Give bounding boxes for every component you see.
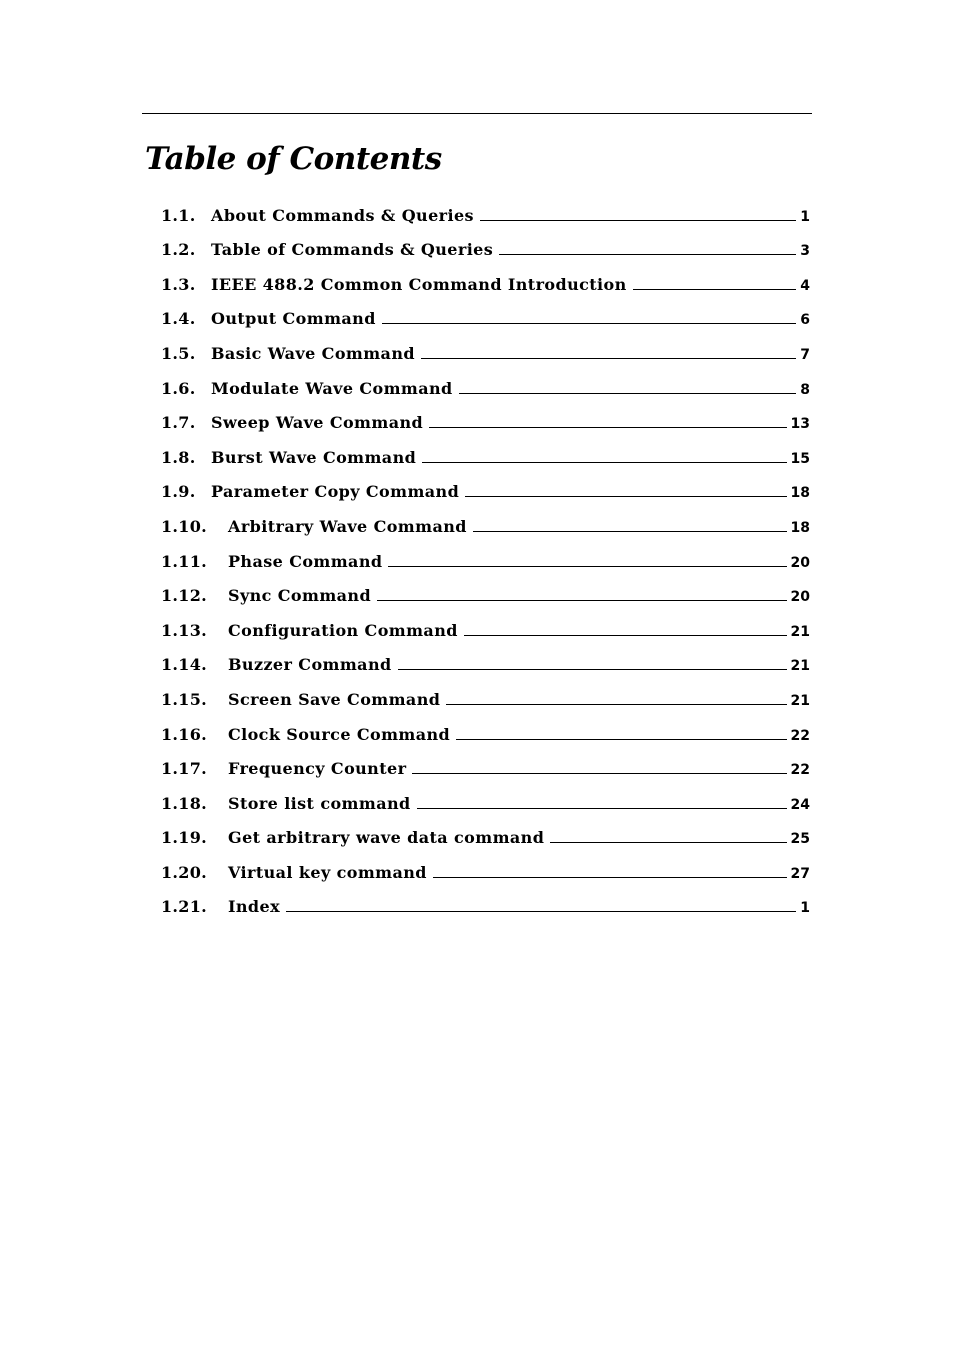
toc-entry-title: Store list command xyxy=(228,793,411,813)
toc-entry-leader xyxy=(459,393,797,394)
toc-entry-page: 7 xyxy=(800,346,810,363)
toc-entry[interactable] xyxy=(161,467,810,502)
toc-entry-leader xyxy=(446,704,786,705)
toc-entry-number: 1.11. xyxy=(161,551,208,571)
toc-entry-number: 1.16. xyxy=(161,724,208,744)
toc-entry-page: 18 xyxy=(790,485,810,502)
toc-entry-title: Arbitrary Wave Command xyxy=(228,516,467,536)
toc-title: Table of Contents xyxy=(145,141,442,177)
toc-entry-leader xyxy=(417,808,787,809)
toc-entry-leader xyxy=(499,254,796,255)
toc-entry-title: Virtual key command xyxy=(228,862,427,882)
toc-entry-number: 1.13. xyxy=(161,620,208,640)
toc-entry-number: 1.19. xyxy=(161,828,208,848)
toc-entry[interactable] xyxy=(161,640,810,675)
toc-entry-page: 15 xyxy=(790,450,810,467)
toc-entry-page: 13 xyxy=(790,416,810,433)
toc-entry-leader xyxy=(388,566,786,567)
toc-entry-title: Sync Command xyxy=(228,586,372,606)
toc-entry[interactable] xyxy=(161,294,810,329)
toc-entry[interactable] xyxy=(161,363,810,398)
toc-entry-number: 1.8. xyxy=(161,447,196,467)
toc-entry[interactable] xyxy=(161,190,810,225)
toc-entry-number: 1.2. xyxy=(161,240,196,260)
toc-entry-leader xyxy=(456,739,786,740)
toc-entry[interactable] xyxy=(161,432,810,467)
toc-entry-number: 1.20. xyxy=(161,862,208,882)
toc-entry-title: Buzzer Command xyxy=(228,655,392,675)
toc-entry-page: 21 xyxy=(790,623,810,640)
toc-entry-page: 4 xyxy=(800,277,810,294)
toc-entry-title: Phase Command xyxy=(228,551,383,571)
toc-entry-leader xyxy=(412,773,786,774)
toc-entry-title: About Commands & Queries xyxy=(211,205,474,225)
toc-entry-leader xyxy=(429,427,786,428)
toc-entry-leader xyxy=(398,669,787,670)
toc-entry-title: Parameter Copy Command xyxy=(211,482,460,502)
toc-entry-page: 8 xyxy=(800,381,810,398)
toc-entry[interactable] xyxy=(161,882,810,917)
toc-entry-title: Modulate Wave Command xyxy=(211,378,453,398)
toc-entry-number: 1.17. xyxy=(161,759,208,779)
toc-entry-title: Basic Wave Command xyxy=(211,343,415,363)
toc-entry[interactable] xyxy=(161,709,810,744)
toc-entry-number: 1.3. xyxy=(161,274,196,294)
toc-entry-number: 1.6. xyxy=(161,378,196,398)
toc-entry-title: Frequency Counter xyxy=(228,759,407,779)
toc-entry[interactable] xyxy=(161,813,810,848)
toc-entry-title: Sweep Wave Command xyxy=(211,413,424,433)
toc-entry-title: Table of Commands & Queries xyxy=(211,240,494,260)
toc-entry-page: 25 xyxy=(790,831,810,848)
toc-entry-leader xyxy=(422,462,786,463)
toc-entry-number: 1.4. xyxy=(161,309,196,329)
toc-entry-title: Output Command xyxy=(211,309,376,329)
toc-entry[interactable] xyxy=(161,536,810,571)
toc-list xyxy=(161,190,810,916)
toc-entry-title: Screen Save Command xyxy=(228,689,441,709)
toc-entry[interactable] xyxy=(161,501,810,536)
toc-entry-title: Configuration Command xyxy=(228,620,458,640)
toc-entry[interactable] xyxy=(161,674,810,709)
toc-entry-title: Index xyxy=(228,897,281,917)
toc-entry-page: 20 xyxy=(790,589,810,606)
toc-entry-title: Clock Source Command xyxy=(228,724,451,744)
toc-entry-leader xyxy=(421,358,796,359)
toc-entry-title: Get arbitrary wave data command xyxy=(228,828,545,848)
toc-entry-leader xyxy=(377,600,786,601)
toc-entry-page: 22 xyxy=(790,727,810,744)
toc-entry-leader xyxy=(473,531,787,532)
toc-entry-page: 21 xyxy=(790,692,810,709)
toc-entry-number: 1.12. xyxy=(161,586,208,606)
toc-entry-number: 1.7. xyxy=(161,413,196,433)
toc-entry[interactable] xyxy=(161,571,810,606)
toc-entry-number: 1.10. xyxy=(161,516,208,536)
toc-entry-leader xyxy=(286,911,796,912)
toc-entry[interactable] xyxy=(161,328,810,363)
toc-entry-leader xyxy=(480,220,796,221)
toc-entry-page: 1 xyxy=(800,208,810,225)
toc-entry-page: 3 xyxy=(800,243,810,260)
toc-entry-number: 1.15. xyxy=(161,689,208,709)
toc-entry-page: 27 xyxy=(790,865,810,882)
toc-entry[interactable] xyxy=(161,847,810,882)
toc-entry-page: 18 xyxy=(790,519,810,536)
toc-entry-page: 6 xyxy=(800,312,810,329)
toc-entry-title: Burst Wave Command xyxy=(211,447,417,467)
header-rule xyxy=(142,113,812,114)
toc-entry-number: 1.21. xyxy=(161,897,208,917)
toc-entry[interactable] xyxy=(161,259,810,294)
toc-entry[interactable] xyxy=(161,744,810,779)
toc-entry-leader xyxy=(550,842,786,843)
toc-entry-title: IEEE 488.2 Common Command Introduction xyxy=(211,274,627,294)
toc-entry-page: 1 xyxy=(800,900,810,917)
toc-entry-number: 1.9. xyxy=(161,482,196,502)
toc-entry-page: 20 xyxy=(790,554,810,571)
toc-entry[interactable] xyxy=(161,778,810,813)
toc-entry-leader xyxy=(433,877,787,878)
toc-entry-leader xyxy=(633,289,797,290)
toc-entry-page: 21 xyxy=(790,658,810,675)
toc-entry-number: 1.5. xyxy=(161,343,196,363)
toc-entry-leader xyxy=(464,635,787,636)
toc-entry-number: 1.14. xyxy=(161,655,208,675)
toc-entry-page: 22 xyxy=(790,762,810,779)
toc-entry[interactable] xyxy=(161,398,810,433)
toc-entry-number: 1.18. xyxy=(161,793,208,813)
toc-entry-page: 24 xyxy=(790,796,810,813)
toc-entry-leader xyxy=(382,323,796,324)
toc-entry-leader xyxy=(465,496,786,497)
toc-entry[interactable] xyxy=(161,225,810,260)
toc-entry[interactable] xyxy=(161,605,810,640)
toc-entry-number: 1.1. xyxy=(161,205,196,225)
